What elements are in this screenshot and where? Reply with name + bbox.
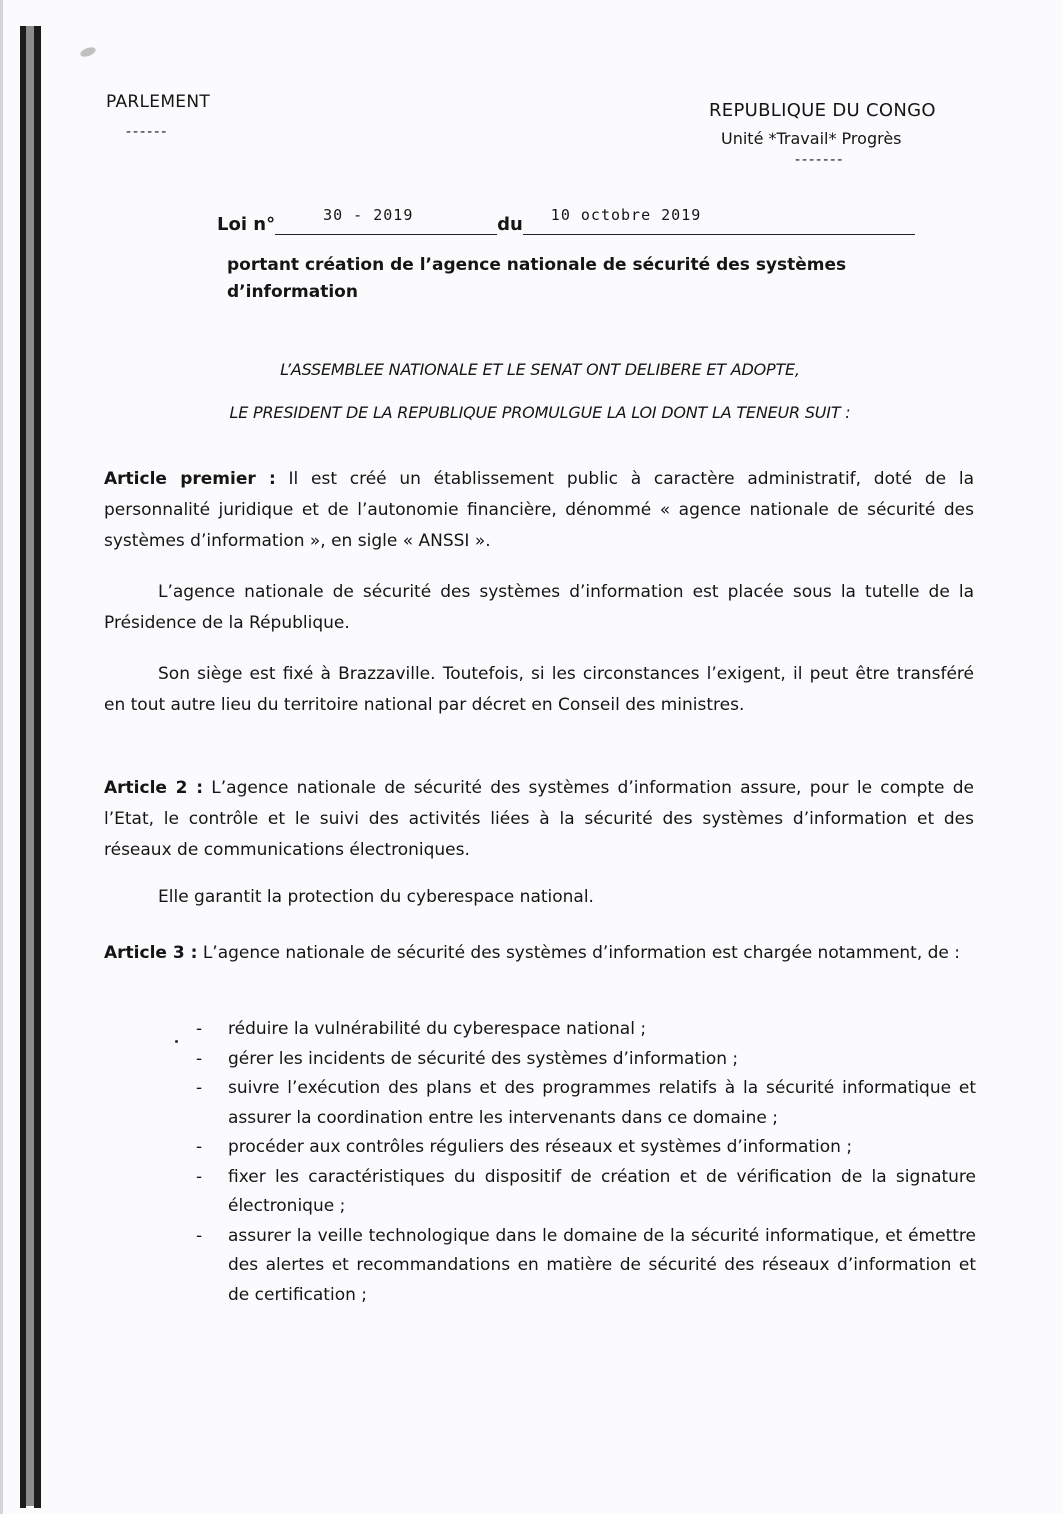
issuer-title: PARLEMENT (106, 92, 211, 112)
article-3 (104, 938, 974, 969)
scan-speck (175, 1040, 178, 1043)
article-3-heading: Article 3 : (104, 943, 198, 963)
article-1-paragraph-3: Son siège est fixé à Brazzaville. Toutefois, si les circonstances l’exigent, il peut être transféré en tout autre lieu du territoire national par décret en Conseil des ministres. (104, 664, 974, 715)
list-item (196, 1163, 976, 1222)
scan-edge (0, 0, 3, 1514)
bullet-dash: - (196, 1048, 203, 1069)
issuer-block (106, 92, 211, 140)
article-3-duties-list (196, 1015, 976, 1310)
preamble-line-2: LE PRESIDENT DE LA REPUBLIQUE PROMULGUE LA LOI DONT LA TENEUR SUIT : (229, 403, 851, 422)
list-item-text: assurer la veille technologique dans le domaine de la sécurité informatique, et émettre des alertes et recommandations en matière de sécurité des réseaux d’information et de certification ; (228, 1225, 976, 1305)
binding-strip (34, 26, 41, 1508)
article-3-text: L’agence nationale de sécurité des systèmes d’information est chargée notamment, de : (202, 943, 961, 963)
law-subject: portant création de l’agence nationale de sécurité des systèmes d’information (227, 255, 847, 302)
list-item (196, 1133, 976, 1163)
article-1-text: Il est créé un établissement public à caractère administratif, doté de la personnalité juridique et de l’autonomie financière, dénommé « agence nationale de sécurité des systèmes d’information », en sigle « ANSSI ». (104, 469, 975, 551)
list-item (196, 1045, 976, 1075)
list-item-text: suivre l’exécution des plans et des programmes relatifs à la sécurité informatique et assurer la coordination entre les intervenants dans ce domaine ; (228, 1078, 976, 1128)
law-identifier (217, 206, 937, 235)
law-date-value: 10 octobre 2019 (550, 206, 702, 224)
list-item-text: procéder aux contrôles réguliers des réseaux et systèmes d’information ; (228, 1137, 853, 1157)
list-item (196, 1222, 976, 1311)
list-item-text: gérer les incidents de sécurité des systèmes d’information ; (228, 1048, 739, 1069)
list-item-text: réduire la vulnérabilité du cyberespace national ; (228, 1019, 647, 1039)
article-1 (104, 464, 974, 557)
bullet-dash: - (196, 1078, 203, 1098)
issuer-separator: ------ (126, 124, 169, 140)
article-2-heading: Article 2 : (104, 778, 204, 798)
bullet-dash: - (196, 1019, 203, 1039)
bullet-dash: - (196, 1166, 203, 1187)
law-number-value: 30 - 2019 (323, 206, 414, 224)
national-motto: Unité *Travail* Progrès (721, 129, 902, 148)
country-block (709, 100, 989, 168)
law-date-label: du (497, 214, 523, 235)
article-1-paragraph-2: L’agence nationale de sécurité des systèmes d’information est placée sous la tutelle de la Présidence de la République. (104, 582, 974, 633)
bullet-dash: - (196, 1137, 203, 1157)
law-number-field (275, 206, 497, 235)
country-separator: ------- (795, 152, 845, 168)
scan-smudge (79, 46, 97, 59)
article-2 (104, 773, 974, 866)
law-number-label: Loi n° (217, 214, 276, 235)
article-2-text: L’agence nationale de sécurité des systèmes d’information assure, pour le compte de l’Etat, le contrôle et le suivi des activités liées à la sécurité des systèmes d’information et des réseaux de communications électroniques. (104, 778, 974, 860)
article-2-paragraph-2: Elle garantit la protection du cyberespace national. (158, 887, 594, 907)
bullet-dash: - (196, 1225, 203, 1246)
list-item (196, 1015, 976, 1045)
law-date-field (523, 206, 915, 235)
article-1-heading: Article premier : (104, 469, 276, 489)
list-item-text: fixer les caractéristiques du dispositif de création et de vérification de la signature électronique ; (228, 1166, 976, 1216)
binding-strip-inner (26, 26, 34, 1506)
list-item (196, 1074, 976, 1133)
country-name: REPUBLIQUE DU CONGO (709, 100, 936, 121)
preamble-line-1: L’ASSEMBLEE NATIONALE ET LE SENAT ONT DELIBERE ET ADOPTE, (280, 360, 800, 379)
